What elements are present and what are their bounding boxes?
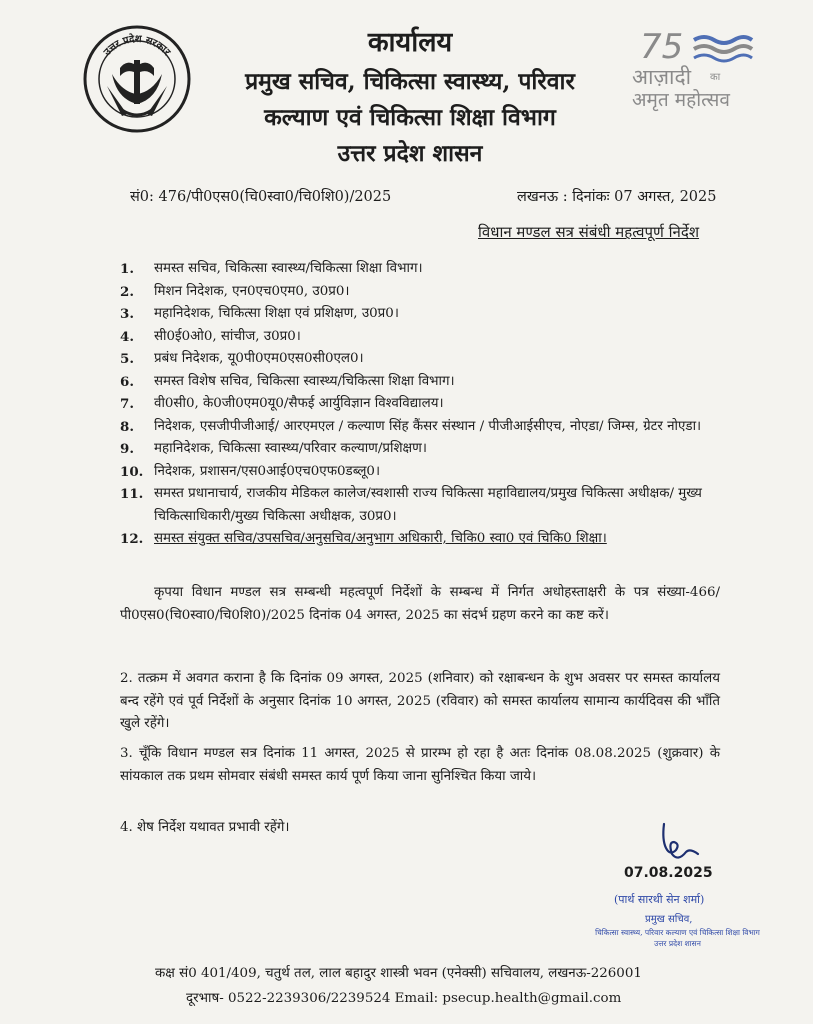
subject-line: विधान मण्डल सत्र संबंधी महत्वपूर्ण निर्देश [478, 223, 700, 241]
azadi-ka-amrit-mahotsav-logo [622, 22, 762, 114]
office-line3: कल्याण एवं चिकित्सा शिक्षा विभाग [264, 104, 556, 131]
footer-phone-email: दूरभाष- 0522-2239306/2239524 Email: psecup.health@gmail.com [186, 991, 622, 1006]
list-item [120, 348, 720, 371]
list-item-number: 4. [120, 328, 134, 345]
list-item-number: 12. [120, 531, 144, 547]
recipient-list [120, 258, 720, 551]
list-item [120, 528, 720, 551]
list-item [120, 258, 720, 281]
list-item-text: निदेशक, प्रशासन/एस0आई0एच0एफ0डब्लू0। [154, 463, 381, 479]
list-item-number: 11. [120, 486, 144, 502]
reference-date: लखनऊ : दिनांकः 07 अगस्त, 2025 [517, 189, 717, 205]
list-item [120, 483, 720, 528]
office-line4: उत्तर प्रदेश शासन [337, 140, 483, 167]
list-item-number: 5. [120, 351, 134, 367]
list-item-text: समस्त विशेष सचिव, चिकित्सा स्वास्थ्य/चिकित्सा शिक्षा विभाग। [154, 373, 455, 389]
list-item [120, 371, 720, 394]
list-item-number: 9. [120, 441, 134, 457]
list-item [120, 281, 720, 304]
footer-address: कक्ष सं0 401/409, चतुर्थ तल, लाल बहादुर शास्त्री भवन (एनेक्सी) सचिवालय, लखनऊ-226001 [155, 966, 642, 981]
list-item-text: सी0ई0ओ0, सांचीज, उ0प्र0। [154, 328, 301, 344]
signatory-designation: प्रमुख सचिव, [645, 914, 693, 925]
list-item-text: महानिदेशक, चिकित्सा स्वास्थ्य/परिवार कल्याण/प्रशिक्षण। [154, 441, 427, 456]
azadi-line1: आज़ादी [632, 65, 692, 89]
signature-date: 07.08.2025 [624, 865, 713, 881]
list-item [120, 461, 720, 484]
list-item [120, 303, 720, 326]
list-item-text: महानिदेशक, चिकित्सा शिक्षा एवं प्रशिक्षण, उ0प्र0। [154, 306, 399, 321]
list-item-text: निदेशक, एसजीपीजीआई/ आरएमएल / कल्याण सिंह कैंसर संस्थान / पीजीआईसीएच, नोएडा/ जिम्स, ग्रेटर नोएडा। [154, 418, 702, 434]
list-item-text: समस्त प्रधानाचार्य, राजकीय मेडिकल कालेज/स्वशासी राज्य चिकित्सा महाविद्यालय/प्रमुख चिकित्सा अधीक्षक/ मुख्य चिकित्साधिकारी/मुख्य चिकित्सा अधीक्षक, उ0प्र0। [154, 486, 702, 524]
emblem-text: उत्तर प्रदेश सरकार [102, 33, 173, 58]
office-line2: प्रमुख सचिव, चिकित्सा स्वास्थ्य, परिवार [245, 68, 575, 95]
list-item [120, 438, 720, 461]
list-item [120, 393, 720, 416]
azadi-number: 75 [640, 27, 684, 67]
list-item [120, 416, 720, 439]
paragraph-1: कृपया विधान मण्डल सत्र सम्बन्धी महत्वपूर्ण निर्देशों के सम्बन्ध में निर्गत अधोहस्ताक्षरी के पत्र संख्या-466/पी0एस0(चि0स्वा0/चि0शि0)/2025 दिनांक 04 अगस्त, 2025 का संदर्भ ग्रहण करने का कष्ट करें। [120, 585, 720, 623]
paragraph-3: 3. चूँकि विधान मण्डल सत्र दिनांक 11 अगस्त, 2025 से प्रारम्भ हो रहा है अतः दिनांक 08.08.2025 (शुक्रवार) के सांयकाल तक प्रथम सोमवार संबंधी समस्त कार्य पूर्ण किया जाना सुनिश्चित किया जाये। [120, 746, 720, 784]
list-item-text: वी0सी0, के0जी0एम0यू0/सैफई आर्युविज्ञान विश्वविद्यालय। [154, 396, 444, 411]
list-item [120, 326, 720, 349]
signatory-department: चिकित्सा स्वास्थ्य, परिवार कल्याण एवं चिकित्सा शिक्षा विभाग उत्तर प्रदेश शासन [595, 928, 760, 948]
list-item-number: 7. [120, 396, 134, 412]
list-item-text: प्रबंध निदेशक, यू0पी0एम0एस0सी0एल0। [154, 351, 364, 366]
list-item-number: 3. [120, 306, 134, 322]
paragraph-4: 4. शेष निर्देश यथावत प्रभावी रहेंगे। [120, 820, 290, 835]
signature-mark [650, 818, 710, 864]
azadi-line2: अमृत महोत्सव [632, 89, 730, 111]
reference-number: सं0: 476/पी0एस0(चि0स्वा0/चि0शि0)/2025 [130, 189, 392, 205]
list-item-number: 1. [120, 261, 134, 277]
paragraph-2: 2. तत्क्रम में अवगत कराना है कि दिनांक 09 अगस्त, 2025 (शनिवार) को रक्षाबन्धन के शुभ अवसर पर समस्त कार्यालय बन्द रहेंगे एवं पूर्व निर्देशों के अनुसार दिनांक 10 अगस्त, 2025 (रविवार) को समस्त कार्यालय सामान्य कार्यदिवस की भाँति खुले रहेंगे। [120, 671, 720, 731]
list-item-text: मिशन निदेशक, एन0एच0एम0, उ0प्र0। [154, 283, 350, 299]
up-government-emblem [82, 24, 192, 134]
list-item-text: समस्त संयुक्त सचिव/उपसचिव/अनुसचिव/अनुभाग अधिकारी, चिकि0 स्वा0 एवं चिकि0 शिक्षा। [154, 531, 607, 546]
list-item-text: समस्त सचिव, चिकित्सा स्वास्थ्य/चिकित्सा शिक्षा विभाग। [154, 261, 423, 276]
azadi-ka: का [710, 72, 721, 83]
signatory-name: (पार्थ सारथी सेन शर्मा) [614, 893, 705, 906]
list-item-number: 6. [120, 373, 134, 390]
list-item-number: 8. [120, 418, 134, 435]
office-heading: कार्यालय [367, 27, 453, 58]
list-item-number: 10. [120, 463, 144, 480]
list-item-number: 2. [120, 283, 134, 300]
svg-text:उत्तर प्रदेश सरकार [101, 32, 172, 59]
